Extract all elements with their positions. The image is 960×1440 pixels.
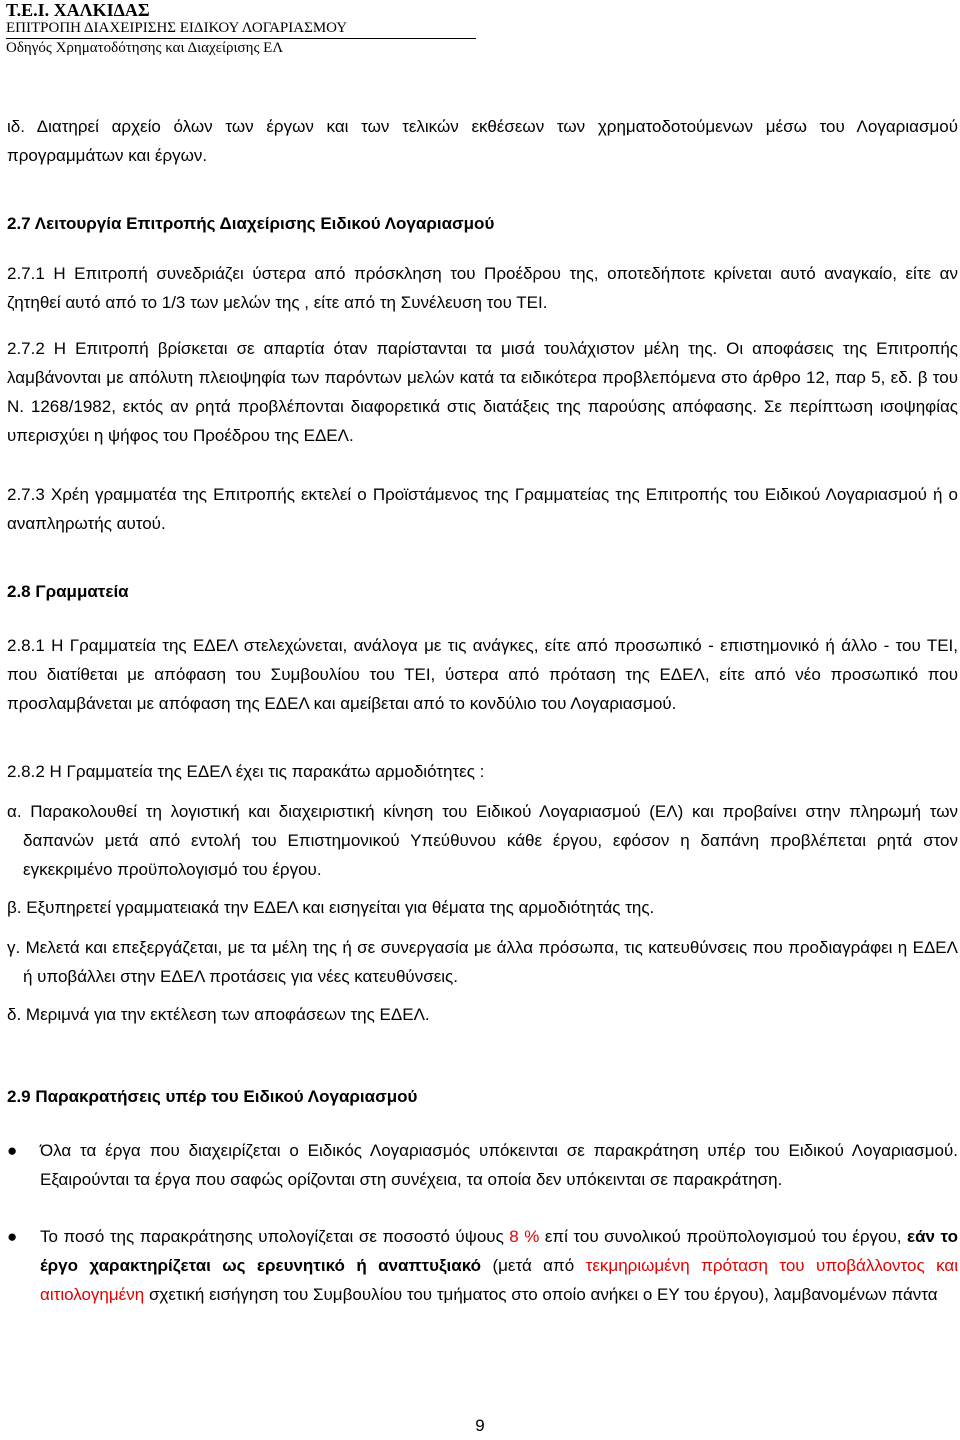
b2-text-1: Το ποσό της παρακράτησης υπολογίζεται σε ποσοστό ύψους xyxy=(40,1227,510,1246)
header-organization: Τ.Ε.Ι. ΧΑΛΚΙΔΑΣ xyxy=(6,0,150,20)
bullet-icon: ● xyxy=(7,1141,18,1160)
section-2-8-heading: 2.8 Γραμματεία xyxy=(7,582,129,601)
b2-bold-condition: εάν το έργο χαρακτηρίζεται ως ερευνητικό ή αναπτυξιακό xyxy=(40,1227,958,1275)
paragraph-2-7-3: 2.7.3 Χρέη γραμματέα της Επιτροπής εκτελεί ο Προϊστάμενος της Γραμματείας της Επιτροπής του Ειδικού Λογαριασμού ή ο αναπληρωτής αυτού. xyxy=(7,485,958,533)
paragraph-2-8-2: 2.8.2 Η Γραμματεία της ΕΔΕΛ έχει τις παρακάτω αρμοδιότητες : xyxy=(7,762,485,781)
bullet-text-1: Όλα τα έργα που διαχειρίζεται ο Ειδικός Λογαριασμός υπόκεινται σε παρακράτηση υπέρ του Ειδικού Λογαριασμού. Εξαιρούνται τα έργα που σαφώς ορίζονται στη συνέχεια, τα οποία δεν υπόκεινται σε παρακράτηση. xyxy=(40,1141,958,1189)
paragraph-2-7-2: 2.7.2 Η Επιτροπή βρίσκεται σε απαρτία όταν παρίστανται τα μισά τουλάχιστον μέλη της. Οι αποφάσεις της Επιτροπής λαμβάνονται με απόλυτη πλειοψηφία των παρόντων μελών κατά τα ειδικότερα προβλεπόμενα στο άρθρο 12, παρ 5, εδ. β του Ν. 1268/1982, εκτός αν ρητά προβλέπονται διαφορετικά στις διατάξεις της παρούσης απόφασης. Σε περίπτωση ισοψηφίας υπερισχύει η ψήφος του Προέδρου της ΕΔΕΛ. xyxy=(7,339,958,445)
duty-item-a: α. Παρακολουθεί τη λογιστική και διαχειριστική κίνηση του Ειδικού Λογαριασμού (ΕΛ) και προβαίνει στην πληρωμή των δαπανών μετά από εντολή του Επιστημονικού Υπεύθυνου κάθε έργου, εφόσον η δαπάνη προβλέπεται ρητά στον εγκεκριμένο προϋπολογισμό του έργου. xyxy=(7,802,958,879)
paragraph-2-7-1: 2.7.1 Η Επιτροπή συνεδριάζει ύστερα από πρόσκληση του Προέδρου της, οποτεδήποτε κρίνεται αυτό αναγκαίο, είτε αν ζητηθεί αυτό από το 1/3 των μελών της , είτε από τη Συνέλευση του ΤΕΙ. xyxy=(7,264,958,312)
duty-item-c: γ. Μελετά και επεξεργάζεται, με τα μέλη της ή σε συνεργασία με άλλα πρόσωπα, τις κατευθύνσεις που προδιαγράφει η ΕΔΕΛ ή υποβάλλει στην ΕΔΕΛ προτάσεις για νέες κατευθύνσεις. xyxy=(7,938,958,986)
page-header xyxy=(6,0,476,57)
page-number: 9 xyxy=(475,1416,485,1435)
paragraph-id: ιδ. Διατηρεί αρχείο όλων των έργων και των τελικών εκθέσεων των χρηματοδοτούμενων μέσω του Λογαριασμού προγραμμάτων και έργων. xyxy=(7,117,958,165)
duty-item-b: β. Εξυπηρετεί γραμματειακά την ΕΔΕΛ και εισηγείται για θέματα της αρμοδιότητάς της. xyxy=(7,898,655,917)
duty-item-d: δ. Μεριμνά για την εκτέλεση των αποφάσεων της ΕΔΕΛ. xyxy=(7,1005,430,1024)
b2-red-note: τεκμηριωμένη πρόταση του υποβάλλοντος και αιτιολογημένη xyxy=(40,1256,958,1304)
header-committee: ΕΠΙΤΡΟΠΗ ΔΙΑΧΕΙΡΙΣΗΣ ΕΙΔΙΚΟΥ ΛΟΓΑΡΙΑΣΜΟΥ xyxy=(6,20,476,39)
b2-text-4: σχετική εισήγηση του Συμβουλίου του τμήματος στο οποίο ανήκει ο ΕΥ του έργου), λαμβανομένων πάντα xyxy=(144,1285,938,1304)
b2-text-2: επί του συνολικού προϋπολογισμού του έργου, xyxy=(539,1227,908,1246)
bullet-text-2 xyxy=(40,1222,958,1309)
paragraph-2-8-1: 2.8.1 Η Γραμματεία της ΕΔΕΛ στελεχώνεται, ανάλογα με τις ανάγκες, είτε από προσωπικό - επιστημονικό ή άλλο - του ΤΕΙ, που διατίθεται με απόφαση του Συμβουλίου του ΤΕΙ, ύστερα από πρόταση της ΕΔΕΛ, είτε από νέο προσωπικό που προσλαμβάνεται με απόφαση της ΕΔΕΛ και αμείβεται από το κονδύλιο του Λογαριασμού. xyxy=(7,636,958,713)
b2-text-3: (μετά από xyxy=(481,1256,586,1275)
header-guide-title: Οδηγός Χρηματοδότησης και Διαχείρισης ΕΛ xyxy=(6,40,284,56)
percentage-value: 8 % xyxy=(509,1227,540,1246)
section-2-7-heading: 2.7 Λειτουργία Επιτροπής Διαχείρισης Ειδικού Λογαριασμού xyxy=(7,214,495,233)
bullet-icon: ● xyxy=(7,1227,18,1246)
section-2-9-heading: 2.9 Παρακρατήσεις υπέρ του Ειδικού Λογαριασμού xyxy=(7,1087,418,1106)
